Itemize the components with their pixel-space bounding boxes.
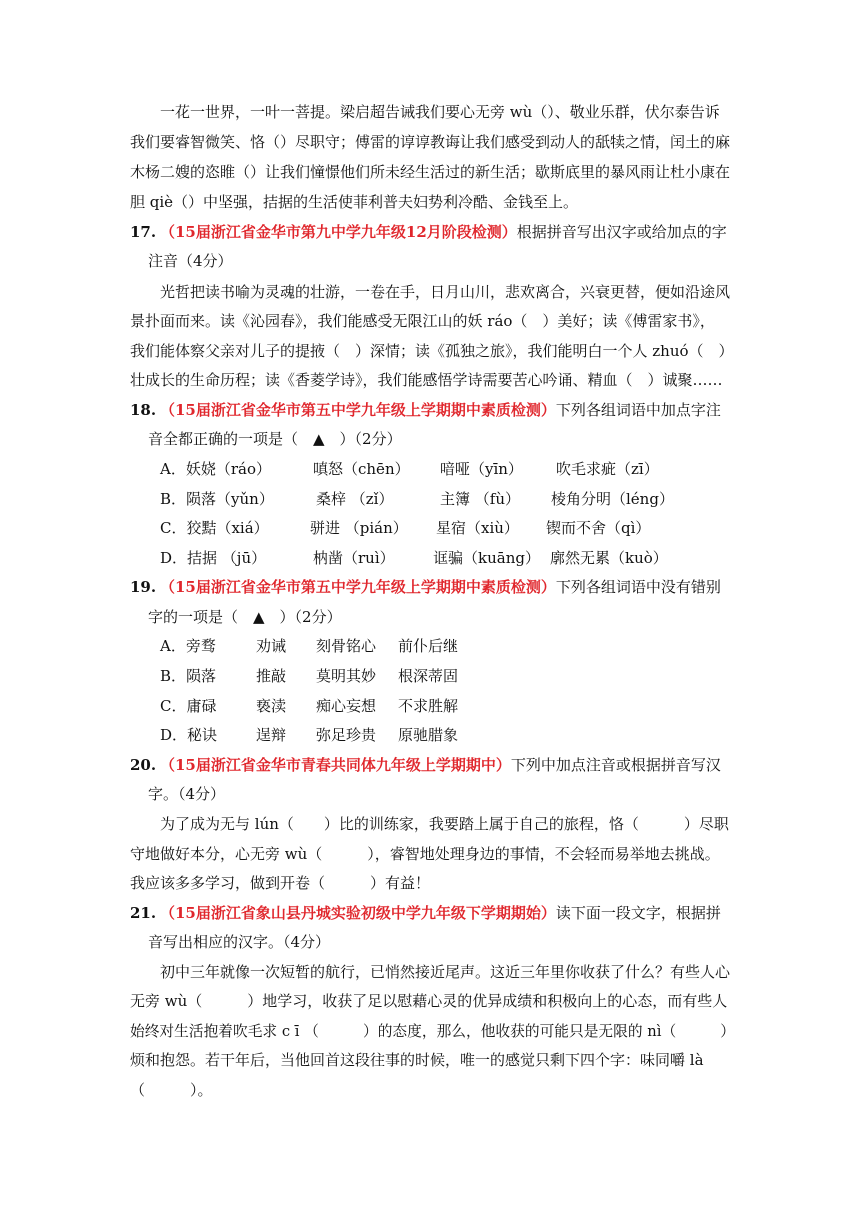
question-20-body-2: 守地做好本分，心无旁 wù（ ），睿智地处理身边的事情，不会轻而易举地去挑战。 xyxy=(130,845,720,863)
question-18-source: （15届浙江省金华市第五中学九年级上学期期中素质检测） xyxy=(160,401,556,419)
question-20-text: 下列中加点注音或根据拼音写汉 xyxy=(510,756,721,774)
q18-option-a-1: A．妖娆（ráo） xyxy=(160,460,271,478)
question-21-body-4: 烦和抱怨。若干年后，当他回首这段往事的时候，唯一的感觉只剩下四个字：味同嚼 là xyxy=(130,1051,704,1069)
question-17-body-1: 光哲把读书喻为灵魂的壮游，一卷在手，日月山川，悲欢离合，兴衰更替，便如沿途风 xyxy=(160,283,731,301)
q19-option-d-2: 逞辩 xyxy=(256,726,287,744)
question-21-body-1: 初中三年就像一次短暂的航行，已悄然接近尾声。这近三年里你收获了什么？有些人心 xyxy=(160,963,731,981)
question-17-body-4: 壮成长的生命历程；读《香菱学诗》，我们能感悟学诗需要苦心吟诵、精血（ ）诚聚…… xyxy=(130,371,723,389)
q19-option-b-1: B．陨落 xyxy=(160,667,217,685)
question-20-source: （15届浙江省金华市青春共同体九年级上学期期中） xyxy=(160,756,511,774)
question-18-text: 下列各组词语中加点字注 xyxy=(555,401,721,419)
question-21-body-3: 始终对生活抱着吹毛求 c ī （ ）的态度，那么，他收获的可能只是无限的 nì（ ） xyxy=(130,1022,736,1040)
q18-option-b-2: 桑梓 （zǐ） xyxy=(316,490,394,508)
q19-option-c-2: 亵渎 xyxy=(256,697,287,715)
q18-option-b-1: B．陨落（yǔn） xyxy=(160,490,274,508)
q18-option-a-2: 嗔怒（chēn） xyxy=(313,460,410,478)
q18-option-a-3: 喑哑（yīn） xyxy=(440,460,523,478)
question-18-number: 18. xyxy=(130,401,157,419)
question-19-heading xyxy=(160,577,721,597)
q18-option-c-4: 锲而不舍（qì） xyxy=(546,519,651,537)
q18-option-d-2: 枘凿（ruì） xyxy=(313,549,395,567)
q19-option-a-1: A．旁骛 xyxy=(160,637,216,655)
q19-option-b-4: 根深蒂固 xyxy=(398,667,459,685)
q18-option-c-3: 星宿（xiù） xyxy=(436,519,519,537)
question-17-source: （15届浙江省金华市第九中学九年级12月阶段检测） xyxy=(160,223,517,241)
question-21-body-5: （ ）。 xyxy=(130,1081,213,1099)
q19-option-c-3: 痴心妄想 xyxy=(316,697,377,715)
intro-line-4: 胆 qiè（）中坚强，拮据的生活使菲利普夫妇势利冷酷、金钱至上。 xyxy=(130,193,579,211)
question-19-number: 19. xyxy=(130,578,157,596)
question-17-heading xyxy=(160,222,727,242)
question-18-text-2: 音全都正确的一项是（ ▲ ）（2分） xyxy=(148,430,402,448)
q19-option-c-1: C．庸碌 xyxy=(160,697,217,715)
question-17-number: 17. xyxy=(130,223,157,241)
question-20-body-3: 我应该多多学习，做到开卷（ ）有益！ xyxy=(130,874,431,892)
q19-option-b-3: 莫明其妙 xyxy=(316,667,377,685)
question-17-text: 根据拼音写出汉字或给加点的字 xyxy=(516,223,727,241)
q19-option-b-2: 推敲 xyxy=(256,667,287,685)
q18-option-b-3: 主簿 （fù） xyxy=(440,490,520,508)
q18-option-d-1: D．拮据 （jū） xyxy=(160,549,267,567)
q18-option-d-4: 廓然无累（kuò） xyxy=(550,549,668,567)
question-17-text-2: 注音（4分） xyxy=(148,252,233,270)
question-19-source-a: （15届浙江省金华 xyxy=(160,578,286,596)
question-20-body-1: 为了成为无与 lún（ ）比的训练家，我要踏上属于自己的旅程，恪（ ）尽职 xyxy=(160,815,729,833)
q18-option-a-4: 吹毛求疵（zī） xyxy=(556,460,659,478)
q18-option-c-1: C．狡黠（xiá） xyxy=(160,519,269,537)
question-17-body-3: 我们能体察父亲对儿子的提掖（ ）深情；读《孤独之旅》，我们能明白一个人 zhuó（ ） xyxy=(130,342,734,360)
q18-option-d-3: 诓骗（kuāng） xyxy=(433,549,540,567)
q19-option-a-2: 劝诫 xyxy=(256,637,287,655)
question-20-number: 20. xyxy=(130,756,157,774)
q18-option-c-2: 骈进 （pián） xyxy=(310,519,408,537)
q19-option-a-3: 刻骨铭心 xyxy=(316,637,377,655)
question-21-text: 读下面一段文字，根据拼 xyxy=(555,904,721,922)
question-21-heading xyxy=(160,903,721,923)
intro-line-1: 一花一世界，一叶一菩提。梁启超告诫我们要心无旁 wù（）、敬业乐群，伏尔泰告诉 xyxy=(160,103,720,121)
question-19-text: 下列各组词语中没有错别 xyxy=(555,578,721,596)
q19-option-c-4: 不求胜解 xyxy=(398,697,459,715)
question-21-source: （15届浙江省象山县丹城实验初级中学九年级下学期期始） xyxy=(160,904,556,922)
intro-line-3: 木杨二嫂的恣睢（）让我们憧憬他们所未经生活过的新生活；歇斯底里的暴风雨让杜小康在 xyxy=(130,163,731,181)
q18-option-b-4: 棱角分明（léng） xyxy=(551,490,674,508)
question-21-body-2: 无旁 wù（ ）地学习，收获了足以慰藉心灵的优异成绩和积极向上的心态，而有些人 xyxy=(130,992,728,1010)
question-19-source-b: 市第五中学九年级上学期期中素质检测） xyxy=(285,578,556,596)
question-21-number: 21. xyxy=(130,904,157,922)
question-20-heading xyxy=(160,755,721,775)
q19-option-d-1: D．秘诀 xyxy=(160,726,218,744)
q19-option-d-3: 弥足珍贵 xyxy=(316,726,377,744)
question-17-body-2: 景扑面而来。读《沁园春》，我们能感受无限江山的妖 ráo（ ）美好；读《傅雷家书》， xyxy=(130,312,715,330)
question-19-text-2: 字的一项是（ ▲ ）（2分） xyxy=(148,608,342,626)
intro-line-2: 我们要睿智微笑、恪（）尽职守；傅雷的谆谆教诲让我们感受到动人的舐犊之情，闰土的麻 xyxy=(130,133,731,151)
q19-option-a-4: 前仆后继 xyxy=(398,637,459,655)
question-18-heading xyxy=(160,400,721,420)
q19-option-d-4: 原驰腊象 xyxy=(398,726,459,744)
question-21-text-2: 音写出相应的汉字。（4分） xyxy=(148,933,331,951)
question-20-text-2: 字。（4分） xyxy=(148,785,226,803)
